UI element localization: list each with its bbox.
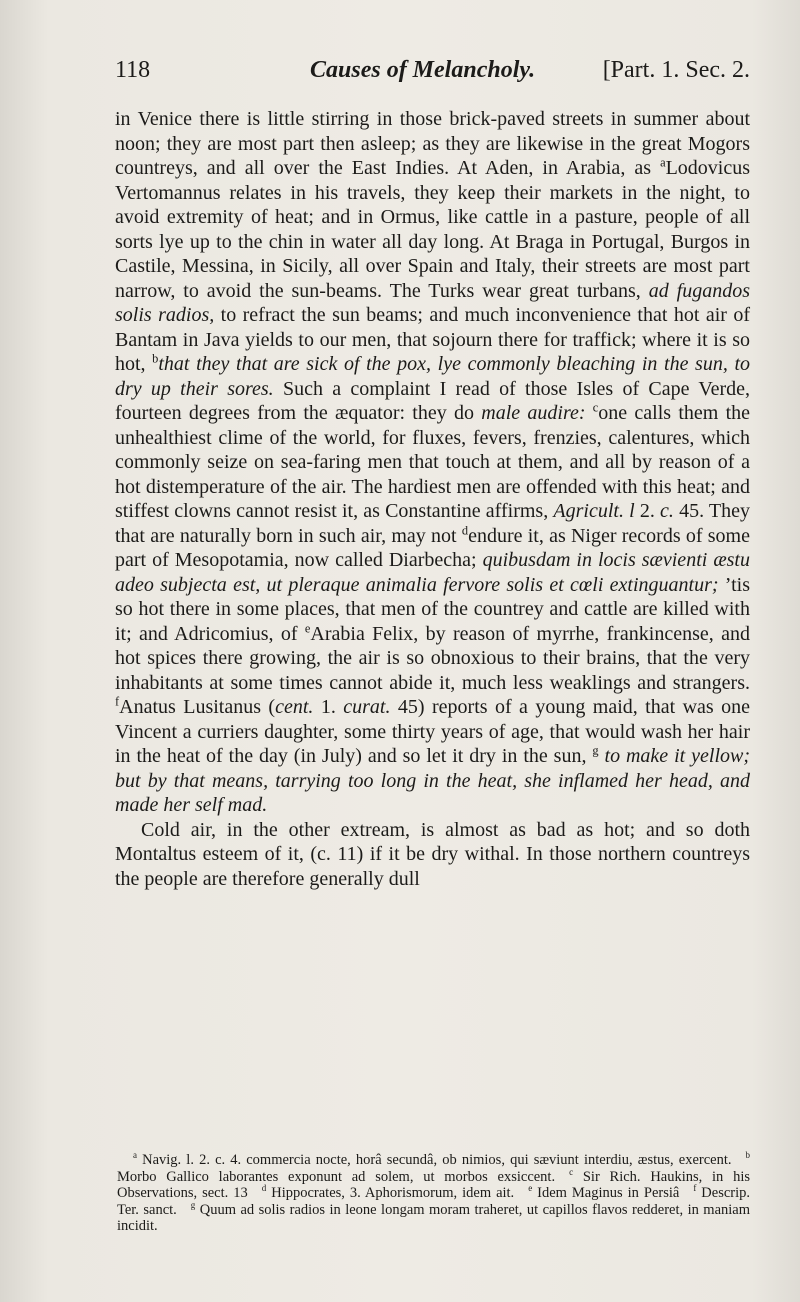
section-reference: [Part. 1. Sec. 2.: [602, 57, 750, 83]
footnote-c: Sir Rich. Haukins, in his Observations, sect. 13: [117, 1168, 750, 1201]
citation: cent.: [275, 696, 314, 718]
citation: Agricult. l: [553, 500, 635, 522]
italic-quotation: that they that are sick of the pox, lye commonly bleaching in the sun, to dry up their sores.: [115, 353, 750, 400]
footnote-c-marker: c: [569, 1166, 574, 1177]
citation: curat.: [343, 696, 391, 718]
footnote-e: Idem Maginus in Persiâ: [537, 1185, 680, 1201]
page-header: [115, 57, 750, 91]
footnote-marker-d: d: [461, 522, 469, 537]
footnote-block: [117, 1152, 750, 1235]
footnote-g: Quum ad solis radios in leone longam moram traheret, ut capillos flavos redderet, in maniam incidit.: [117, 1201, 750, 1234]
footnote-marker-e: e: [304, 620, 311, 635]
footnote-b-marker: b: [745, 1150, 750, 1161]
latin-quotation: quibusdam in locis sævienti æstu adeo subjecta est, ut pleraque animalia fervore solis et cœli extinguantur;: [115, 549, 750, 596]
footnote-a-marker: a: [133, 1150, 137, 1161]
footnote-a: Navig. l. 2. c. 4. commercia nocte, horâ secundâ, ob nimios, qui sæviunt interdiu, æstus, exercent.: [142, 1152, 732, 1168]
footnote-f: Descrip. Ter. sanct.: [117, 1185, 750, 1218]
paragraph-1: in Venice there is little stirring in those brick-paved streets in summer about noon; they are most part then asleep; as they are likewise in the great Mogors countreys, and all over the East Indies. At Aden, in Arabia, as $^a$Lodovicus Vertomannus relates in his travels, they keep their markets in the night, to avoid extremity of heat; and in Ormus, like cattle in a pasture, people of all sorts lye up to the chin in water all day long. At Braga in Portugal, Burgos in Castile, Messina, in Sicily, all over Spain and Italy, their streets are most part narrow, to avoid the sun-beams. The Turks wear great turbans, ad fugandos solis radios, to refract the sun beams; and much inconvenience that hot air of Bantam in Java yields to our men, that sojourn there for traffick; where it is so hot, $^b$that they that are sick of the pox, lye commonly bleaching in the sun, to dry up their sores. Such a complaint I read of those Isles of Cape Verde, fourteen degrees from the æquator: they do male audire: $^c$one calls them the unhealthiest clime of the world, for fluxes, fevers, frenzies, calentures, which commonly seize on sea-faring men that touch at them, and all by reason of a hot distemperature of the air. The hardiest men are offended with this heat; and stiffest clowns cannot resist it, as Constantine affirms, Agricult. l 2. c. 45. They that are naturally born in such air, may not $^d$endure it, as Niger records of some part of Mesopotamia, now called Diarbecha; quibusdam in locis sævienti æstu adeo subjecta est, ut pleraque animalia fervore solis et cœli extinguantur; ’tis so hot there in some places, that men of the countrey and cattle are killed with it; and Adricomius, of $^e$Arabia Felix, by reason of myrrhe, frankincense, and hot spices there growing, the air is so obnoxious to their brains, that the very inhabitants at some times cannot abide it, much less weaklings and strangers. $^f$Anatus Lusitanus (cent. 1. curat. 45) reports of a young maid, that was one Vincent a curriers daughter, some thirty years of age, that would wash her hair in the heat of the day (in July) and so let it dry in the sun, $^g$ to make it yellow; but by that means, tarrying too long in the heat, she inflamed her head, and made her self mad.: [115, 108, 751, 816]
footnote-e-marker: e: [528, 1183, 533, 1194]
page-number: 118: [115, 57, 151, 83]
footnote-d-marker: d: [261, 1183, 267, 1194]
footnote-marker-c: c: [592, 400, 599, 415]
footnote-marker-a: a: [660, 155, 666, 170]
citation: c.: [660, 500, 674, 522]
footnote-b: Morbo Gallico laborantes exponunt ad solem, ut morbos exsiccent.: [117, 1168, 556, 1185]
footnote-marker-g: g: [592, 743, 599, 758]
paragraph-2: Cold air, in the other extream, is almost as bad as hot; and so doth Montaltus esteem of it, (c. 11) if it be dry withal. In those northern countreys the people are therefore generally dull: [115, 818, 750, 890]
italic-quotation: to make it yellow; but by that means, tarrying too long in the heat, she inflamed her head, and made her self mad.: [115, 745, 751, 816]
footnote-marker-b: b: [152, 351, 159, 366]
latin-phrase: ad fugandos solis radios,: [115, 279, 750, 326]
footnote-f-marker: f: [693, 1183, 697, 1194]
latin-phrase: male audire:: [481, 402, 586, 424]
main-text: [115, 107, 750, 891]
footnotes: [117, 1152, 750, 1235]
footnote-g-marker: g: [190, 1199, 196, 1210]
footnote-marker-f: f: [115, 694, 120, 709]
footnote-d: Hippocrates, 3. Aphorismorum, idem ait.: [271, 1185, 515, 1201]
running-title: Causes of Melancholy.: [310, 57, 536, 83]
